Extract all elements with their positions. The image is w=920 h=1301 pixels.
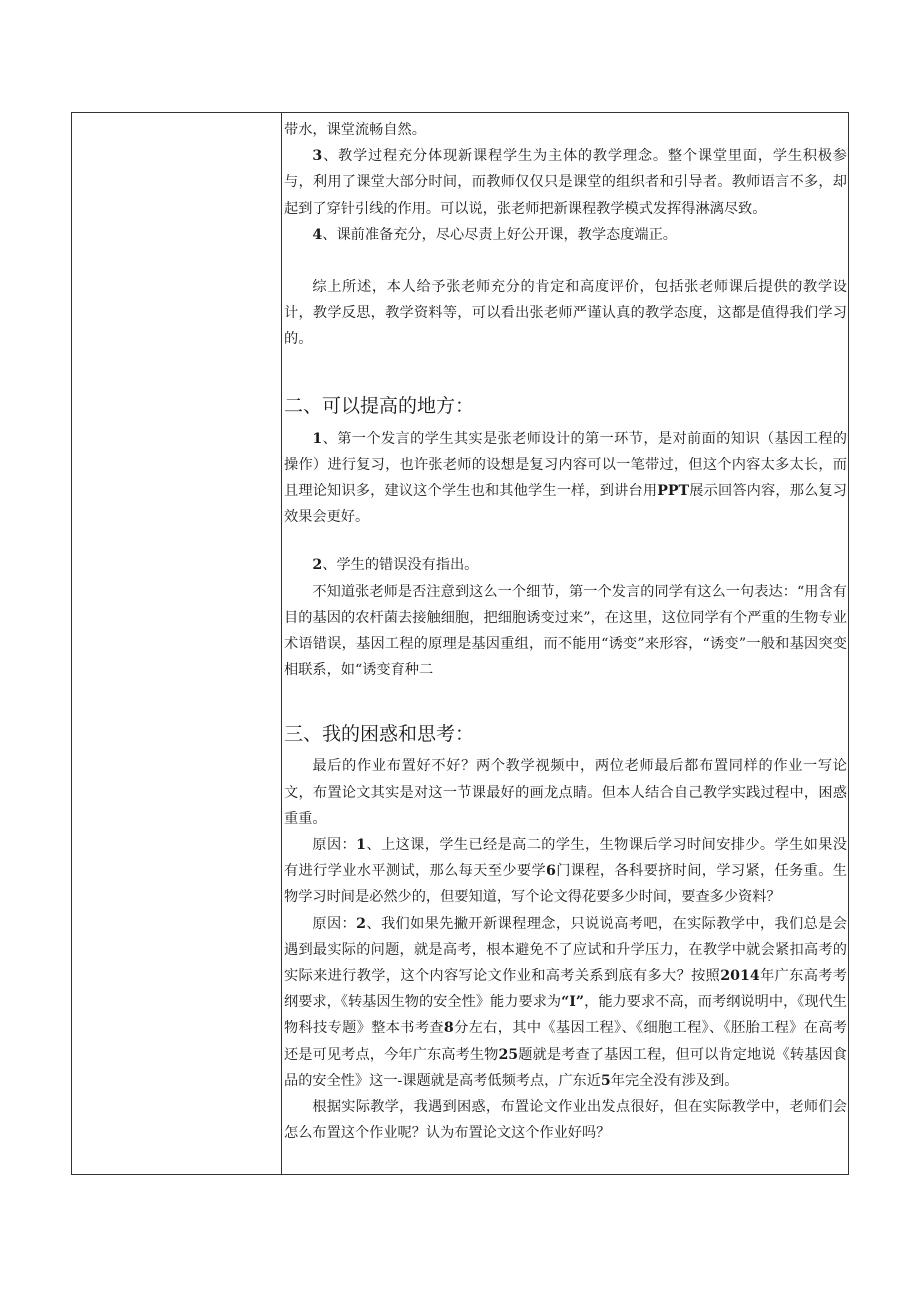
conclusion-paragraph: 根据实际教学，我遇到困惑，布置论文作业出发点很好，但在实际教学中，老师们会怎么布置这个作业呢？认为布置论文这个作业好吗？	[284, 1099, 847, 1142]
reason-2-number: 2	[356, 915, 366, 932]
reason-2-text-f: 年完全没有涉及到。	[610, 1072, 739, 1089]
point-4-number: 4	[312, 226, 323, 243]
spacer	[284, 683, 847, 719]
reason-2-text-b: 年广东高考考纲要求，《转基因生物的安全性》能力要求为	[284, 968, 847, 1011]
reason-2-question-number: 25	[498, 1046, 519, 1063]
reason-2-year: 2014	[720, 968, 760, 985]
table-frame	[71, 112, 849, 1175]
intro-paragraph: 带水，课堂流畅自然。	[284, 122, 426, 138]
question-intro-paragraph: 最后的作业布置好不好？两个教学视频中，两位老师最后都布置同样的作业一写论文，布置论文其实是对这一节课最好的画龙点睛。但本人结合自己教学实践过程中，困惑重重。	[284, 758, 847, 827]
spacer	[284, 530, 847, 552]
reason-2-score: 8	[443, 1020, 454, 1037]
reason-1-number: 1	[356, 837, 366, 854]
reason-1-paragraph	[284, 832, 847, 911]
section-heading-3: 三、我的困惑和思考：	[284, 723, 475, 746]
improve-2-text: 、学生的错误没有指出。	[322, 557, 479, 574]
point-4-paragraph	[284, 222, 847, 248]
reason-2-text-c: ，能力要求不高，而考纲说明中，《现代生物科技专题》整本书考查	[284, 994, 847, 1037]
reason-2-paragraph	[284, 911, 847, 1094]
improve-1-text-a: 、第一个发言的学生其实是张老师设计的第一环节，是对前面的知识（基因工程的操作）进行复习，也许张老师的设想是复习内容可以一笔带过，但这个内容太多太长，而且理论知识多，建议这个学生也和其他学生一样，到讲台用	[284, 430, 847, 500]
reason-2-text-a: 、我们如果先撇开新课程理念，只说说高考吧，在实际教学中，我们总是会遇到最实际的问题，就是高考，根本避免不了应试和升学压力，在教学中就会紧扣高考的实际来进行教学，这个内容写论文作业和高考关系到底有多大？按照	[284, 915, 847, 985]
section-heading-2: 二、可以提高的地方：	[284, 394, 475, 417]
column-divider	[281, 113, 282, 1174]
improve-1-paragraph	[284, 426, 847, 531]
reason-2-prefix: 原因：	[312, 915, 357, 932]
point-4-text: 、课前准备充分，尽心尽责上好公开课，教学态度端正。	[322, 226, 677, 243]
ppt-term: PPT	[657, 483, 690, 500]
improve-2-paragraph	[284, 552, 847, 578]
spacer	[284, 353, 847, 391]
reason-1-text-b: 门课程，各科要挤时间，学习紧，任务重。生物学习时间是必然少的，但要知道，写个论文得花要多少时间，要查多少资料？	[284, 863, 847, 906]
point-3-text: 、教学过程充分体现新课程学生为主体的教学理念。整个课堂里面，学生积极参与，利用了课堂大部分时间，而教师仅仅只是课堂的组织者和引导者。教师语言不多，却起到了穿针引线的作用。可以说，张老师把新课程教学模式发挥得淋漓尽致。	[284, 148, 847, 217]
reason-1-six: 6	[546, 863, 556, 880]
reason-2-years: 5	[600, 1072, 611, 1089]
summary-paragraph: 综上所述，本人给予张老师充分的肯定和高度评价，包括张老师课后提供的教学设计，教学反思，教学资料等，可以看出张老师严谨认真的教学态度，这都是值得我们学习的。	[284, 279, 847, 348]
reason-2-text-e: 题就是考查了基因工程，但可以肯定地说《转基因食品的安全性》这一-课题就是高考低频考点，广东近	[284, 1046, 847, 1089]
improve-2-number: 2	[312, 557, 323, 574]
point-3-paragraph	[284, 143, 847, 222]
content-cell	[284, 117, 847, 1147]
improve-1-text-b: 展示回答内容，那么复习效果会更好。	[284, 483, 847, 526]
point-3-number: 3	[312, 148, 323, 165]
reason-2-level: “I”	[561, 994, 585, 1011]
spacer	[284, 248, 847, 274]
reason-2-text-d: 分左右，其中《基因工程》、《细胞工程》、《胚胎工程》在高考还是可见考点，今年广东高考生物	[284, 1020, 847, 1063]
improve-2-detail-paragraph: 不知道张老师是否注意到这么一个细节，第一个发言的同学有这么一句表达：“用含有目的基因的农杆菌去接触细胞，把细胞诱变过来”，在这里，这位同学有个严重的生物专业术语错误，基因工程的原理是基因重组，而不能用“诱变”来形容，“诱变”一般和基因突变相联系，如“诱变育种二	[284, 583, 847, 679]
reason-1-text-a: 、上这课，学生已经是高二的学生，生物课后学习时间安排少。学生如果没有进行学业水平测试，那么每天至少要学	[284, 837, 847, 880]
improve-1-number: 1	[312, 430, 323, 447]
reason-1-prefix: 原因：	[312, 837, 357, 854]
